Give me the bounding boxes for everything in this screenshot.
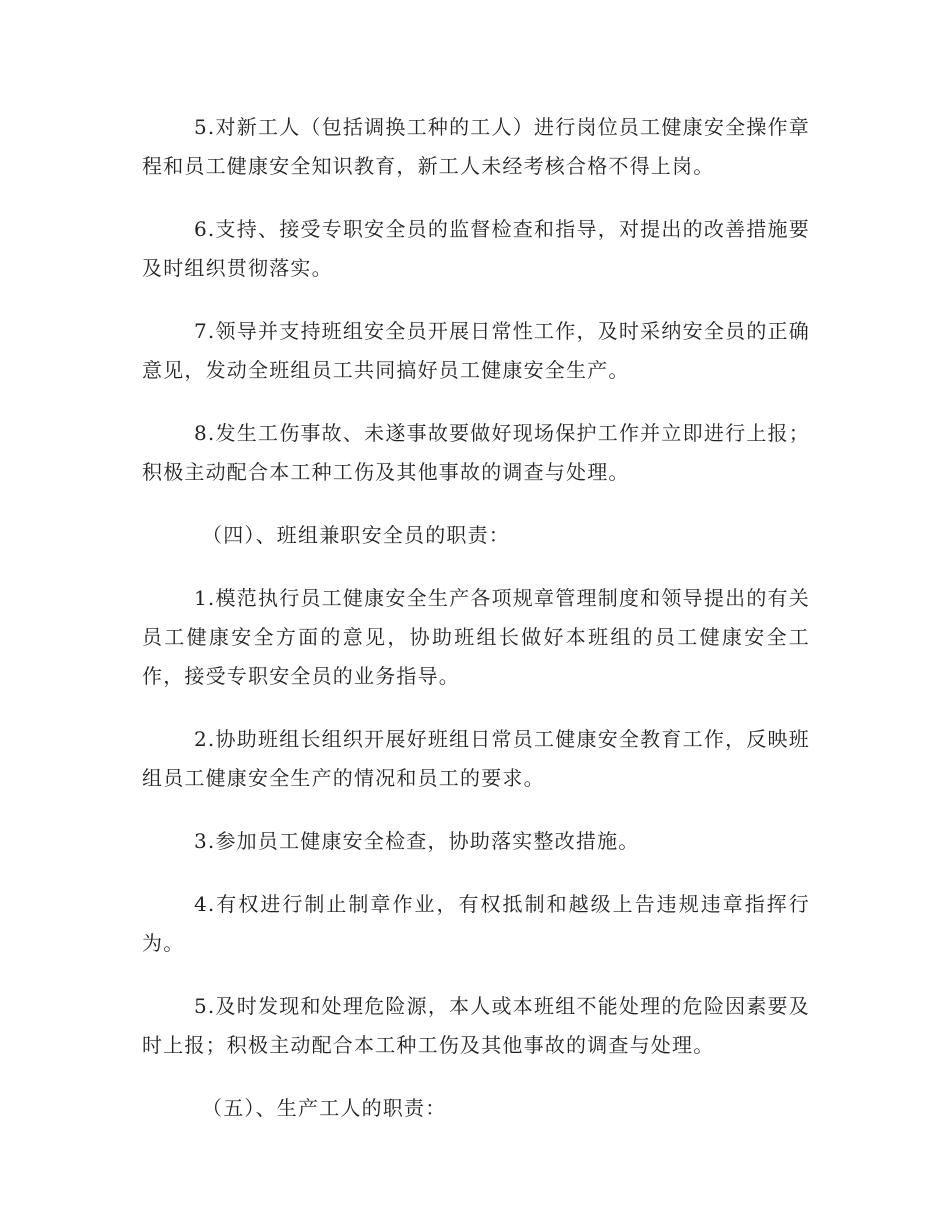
section-heading-part-time-safety-officer: （四）、班组兼职安全员的职责： — [202, 523, 510, 547]
document-body — [142, 108, 810, 1152]
section-heading-production-workers: （五）、生产工人的职责： — [202, 1096, 447, 1120]
paragraph-item-5-new-worker-training: 5.对新工人（包括调换工种的工人）进行岗位员工健康安全操作章程和员工健康安全知识教育，新工人未经考核合格不得上岗。 — [142, 115, 810, 178]
paragraph-item-4-right-to-stop: 4.有权进行制止制章作业，有权抵制和越级上告违规违章指挥行为。 — [142, 892, 810, 955]
paragraph-item-1-model-execution: 1.模范执行员工健康安全生产各项规章管理制度和领导提出的有关员工健康安全方面的意见，协助班组长做好本班组的员工健康安全工作，接受专职安全员的业务指导。 — [142, 586, 810, 688]
paragraph-item-8-accident-report: 8.发生工伤事故、未遂事故要做好现场保护工作并立即进行上报；积极主动配合本工种工伤及其他事故的调查与处理。 — [142, 421, 810, 484]
paragraph-item-6-support-supervision: 6.支持、接受专职安全员的监督检查和指导，对提出的改善措施要及时组织贯彻落实。 — [142, 217, 810, 280]
paragraph-item-5-hazard-report: 5.及时发现和处理危险源，本人或本班组不能处理的危险因素要及时上报；积极主动配合本工种工伤及其他事故的调查与处理。 — [142, 994, 810, 1057]
paragraph-item-2-assist-education: 2.协助班组长组织开展好班组日常员工健康安全教育工作，反映班组员工健康安全生产的情况和员工的要求。 — [142, 727, 810, 790]
paragraph-item-7-lead-safety-officer: 7.领导并支持班组安全员开展日常性工作，及时采纳安全员的正确意见，发动全班组员工共同搞好员工健康安全生产。 — [142, 319, 810, 382]
paragraph-item-3-join-inspection: 3.参加员工健康安全检查，协助落实整改措施。 — [194, 829, 640, 853]
